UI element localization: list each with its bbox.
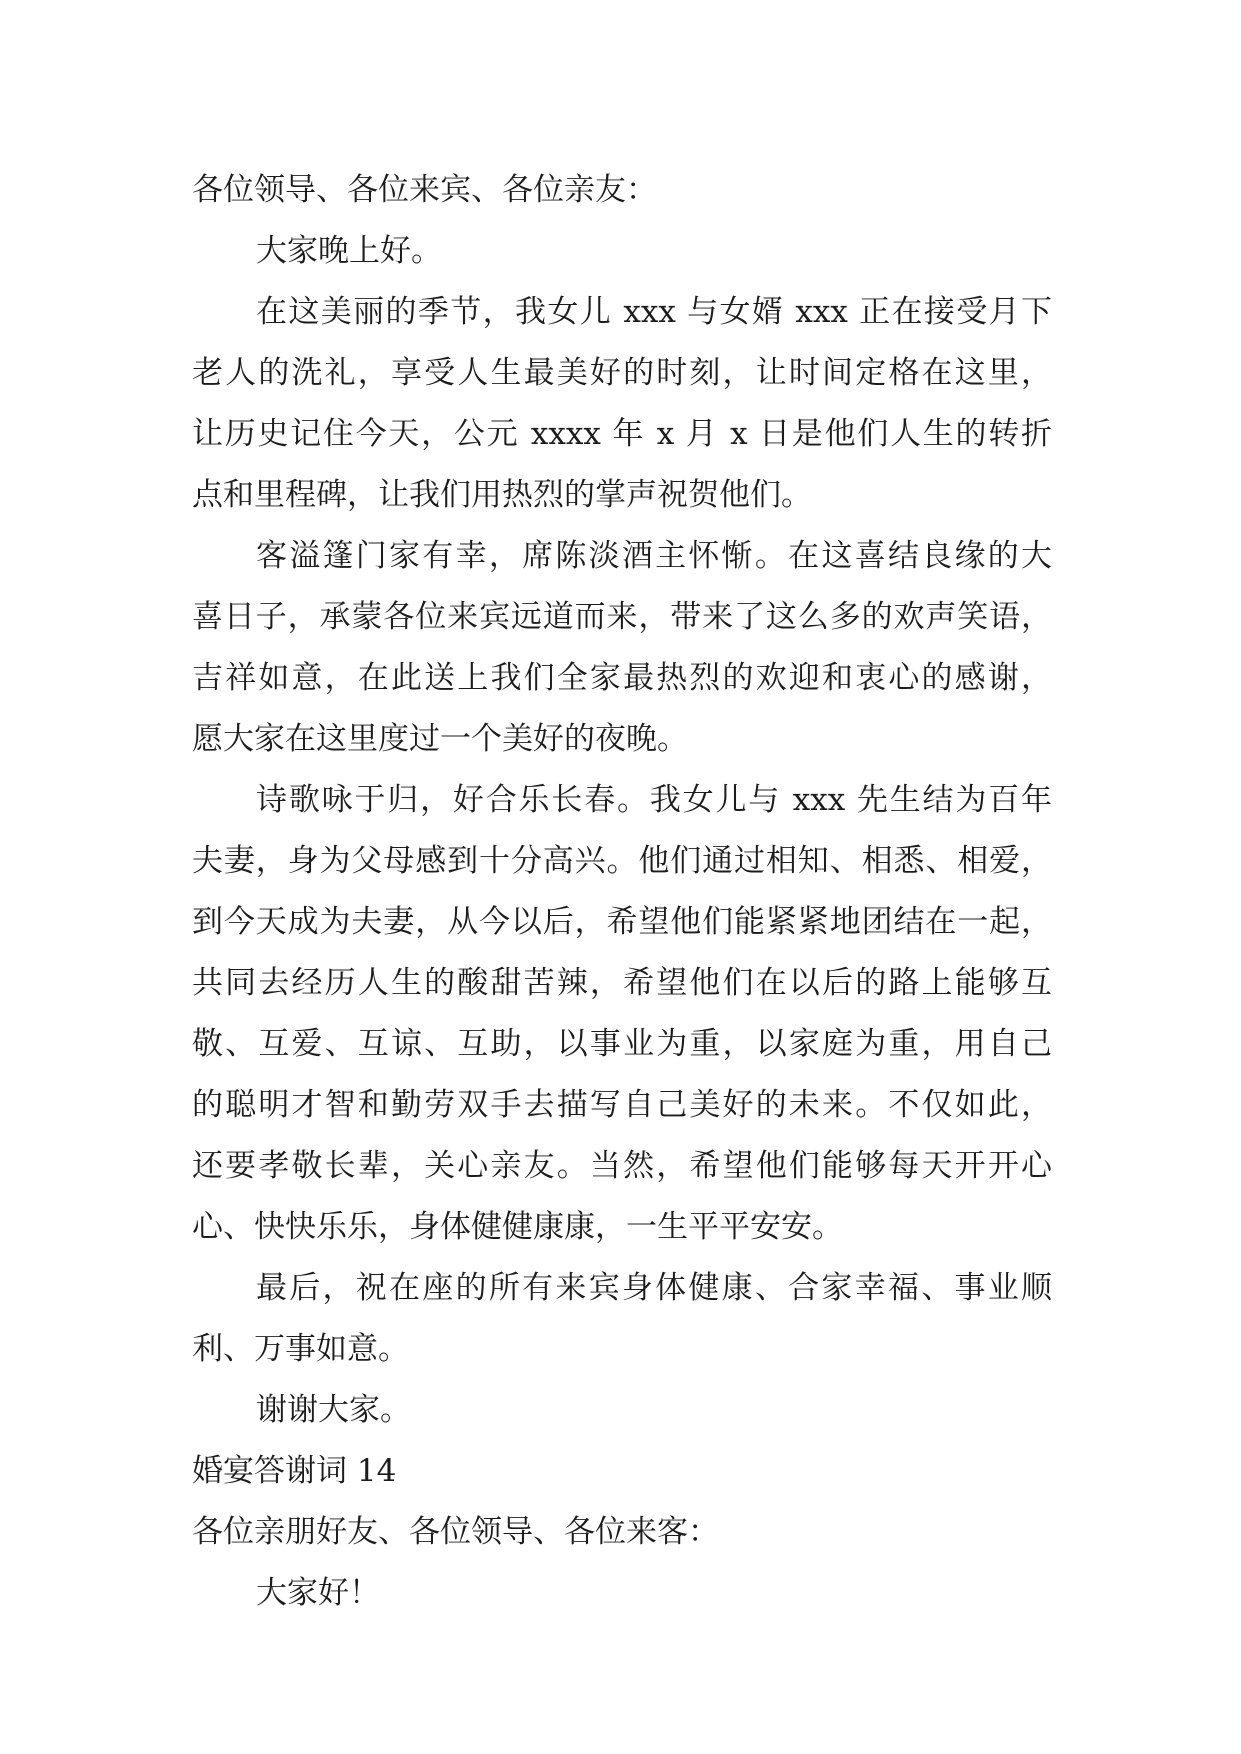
paragraph-3-line-1: 诗歌咏于归，好合乐长春。我女儿与 xxx 先生结为百年 (256, 782, 1052, 818)
paragraph-3-line-5: 敬、互爱、互谅、互助，以事业为重，以家庭为重，用自己 (192, 1026, 1052, 1062)
paragraph-4-line-1: 最后，祝在座的所有来宾身体健康、合家幸福、事业顺 (256, 1270, 1052, 1306)
paragraph-1-line-3: 让历史记住今天，公元 xxxx 年 x 月 x 日是他们人生的转折 (192, 416, 1052, 452)
paragraph-3-line-4: 共同去经历人生的酸甜苦辣，希望他们在以后的路上能够互 (192, 965, 1052, 1001)
paragraph-3-line-3: 到今天成为夫妻，从今以后，希望他们能紧紧地团结在一起， (192, 904, 1052, 940)
greeting-line: 大家晚上好。 (256, 233, 442, 269)
paragraph-2-line-2: 喜日子，承蒙各位来宾远道而来，带来了这么多的欢声笑语， (192, 599, 1052, 635)
paragraph-4-line-2: 利、万事如意。 (192, 1331, 409, 1367)
salutation-line-2: 各位亲朋好友、各位领导、各位来客： (192, 1514, 719, 1550)
salutation-line: 各位领导、各位来宾、各位亲友： (192, 172, 657, 208)
document-page (192, 160, 1052, 1624)
thanks-line: 谢谢大家。 (256, 1392, 411, 1428)
greeting-line-2: 大家好！ (256, 1575, 380, 1611)
paragraph-3-line-8: 心、快快乐乐，身体健健康康，一生平平安安。 (192, 1209, 843, 1245)
paragraph-2-line-1: 客溢篷门家有幸，席陈淡酒主怀惭。在这喜结良缘的大 (256, 538, 1052, 574)
paragraph-2-line-4: 愿大家在这里度过一个美好的夜晚。 (192, 721, 688, 757)
paragraph-2-line-3: 吉祥如意，在此送上我们全家最热烈的欢迎和衷心的感谢， (192, 660, 1052, 696)
paragraph-3-line-2: 夫妻，身为父母感到十分高兴。他们通过相知、相悉、相爱， (192, 843, 1052, 879)
paragraph-3-line-6: 的聪明才智和勤劳双手去描写自己美好的未来。不仅如此， (192, 1087, 1052, 1123)
paragraph-3-line-7: 还要孝敬长辈，关心亲友。当然，希望他们能够每天开开心 (192, 1148, 1052, 1184)
section-heading: 婚宴答谢词 14 (192, 1453, 397, 1489)
paragraph-1-line-2: 老人的洗礼，享受人生最美好的时刻，让时间定格在这里， (192, 355, 1052, 391)
paragraph-1-line-1: 在这美丽的季节，我女儿 xxx 与女婿 xxx 正在接受月下 (256, 294, 1052, 330)
paragraph-1-line-4: 点和里程碑，让我们用热烈的掌声祝贺他们。 (192, 477, 812, 513)
